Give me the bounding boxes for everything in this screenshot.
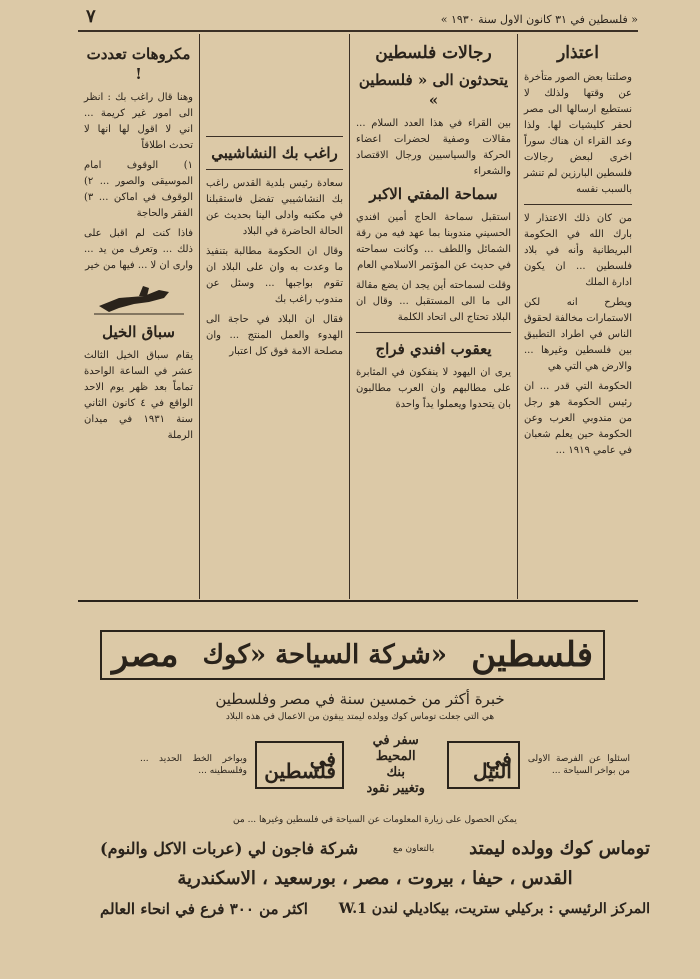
palestine-men-intro: بين القراء في هذا العدد السلام ... مقالات وصفية لحضرات اعضاء الحركة والسياسيين ورجال الاقتصاد والشعراء <box>356 118 511 177</box>
section-divider <box>78 600 638 602</box>
ad-box-nile-label: في النيل <box>473 747 512 783</box>
dislikes-title: مكروهات تعددت ! <box>86 45 191 83</box>
ad-experience-line: خبرة أكثر من خمسين سنة في مصر وفلسطين <box>215 690 505 708</box>
cook-ad-banner <box>100 630 605 680</box>
column-apology <box>518 34 638 599</box>
ad-box-bank: بنك <box>386 765 405 780</box>
ad-services-row <box>140 733 630 796</box>
horse-race-illustration <box>89 278 189 318</box>
dislikes-text-2: ١) الوقوف امام الموسيقى والصور ... ٢) الوقوف في اماكن ... ٣) الفقر والحاجة <box>84 160 193 219</box>
ad-box-nile <box>447 741 519 789</box>
masthead-bar <box>78 8 638 32</box>
horse-race-text: يقام سباق الخيل الثالث عشر في الساعة الواحدة تماماً بعد ظهر يوم الاحد الواقع في ٤ كانون الثاني سنة ١٩٣١ في ميدان الرملة <box>84 350 194 441</box>
ad-agents-row <box>100 838 650 859</box>
masthead-text: « فلسطين في ٣١ كانون الاول سنة ١٩٣٠ » <box>440 12 638 26</box>
ad-box-palestine-label: في فلسطين <box>264 747 336 783</box>
mufti-text-2: وقلت لسماحته أين يجد ان يضع مقالة الى ما الى المستقبل ... وقال ان البلاد تحتاج الى اتحاد الكلمة <box>356 280 511 323</box>
ad-headquarters: المركز الرئيسي : بركيلي ستريت، بيكاديلي لندن W.1 <box>338 901 650 917</box>
column-divider <box>206 169 343 170</box>
ad-agent-with: بالتعاون مع <box>393 843 435 854</box>
ad-box-palestine <box>255 741 344 789</box>
ad-text-left: وبواخر الخط الحديد ... وفلسطينه ... <box>140 754 247 776</box>
ad-word-egypt: مصر <box>112 635 179 675</box>
column-divider <box>356 332 511 333</box>
apology-text-1: وصلتنا بعض الصور متأخرة عن وقتها ولذلك لا نستطيع ارسالها الى مصر لحفر كليشيات لها. ولذا وعد القراء ان هناك سوراً اخرى لبعض رجالات فلسطين البارزين لم تنشر بالسبب نفسه <box>524 72 632 195</box>
article-columns <box>78 34 638 599</box>
ad-box-exchange: وتغيير نقود <box>366 781 425 796</box>
column-dislikes <box>78 34 200 599</box>
column-divider <box>524 204 632 205</box>
ad-agent-cook: توماس كوك وولده ليمتد <box>469 838 650 859</box>
ragheb-text-1: سعادة رئيس بلدية القدس راغب بك النشاشيبي تفضل فاستقبلنا في مكتبه وادلى الينا بحديث عن الحالة الحاضرة في البلاد <box>206 178 343 237</box>
page-number: ٧ <box>86 6 96 27</box>
apology-text-2: من كان ذلك الاعتذار لا بارك الله في الحكومة البريطانية وأنه في بلاد فلسطين ... ان يكون ادارة الملك <box>524 213 632 288</box>
ad-agent-wagons-lits: شركة فاجون لي (عربات الاكل والنوم) <box>100 839 359 858</box>
ragheb-title: راغب بك النشاشيبي <box>211 144 338 162</box>
ragheb-text-3: فقال ان البلاد في حاجة الى الهدوء والعمل المنتج ... وان مصلحة الامة فوق كل اعتبار <box>206 314 343 357</box>
column-palestine-men <box>350 34 518 599</box>
ad-word-palestine: فلسطين <box>471 635 593 675</box>
ragheb-lead-space <box>206 40 343 130</box>
dislikes-text-3: فاذا كنت لم اقبل على ذلك ... وتعرف من يد ... وارى ان لا ... فيها من خير <box>84 228 193 271</box>
ad-desc-line: هي التي جعلت توماس كوك وولده ليمتد يبقون من الاعمال في هذه البلاد <box>225 712 495 722</box>
apology-text-4: الحكومة التي قدر ... ان رئيس الحكومة هو رجل من مندوبي العرب وعن الحكومة حين يعلم شعبان في عامي ١٩١٩ ... <box>524 381 632 456</box>
ad-branches: اكثر من ٣٠٠ فرع في انحاء العالم <box>100 900 308 918</box>
ad-info-line: يمكن الحصول على زيارة المعلومات عن السياحة في فلسطين وغيرها ... من <box>233 815 517 825</box>
ad-company-name: شركة السياحة «كوك» <box>202 640 447 670</box>
mufti-section-title: سماحة المفتي الاكبر <box>369 185 498 203</box>
palestine-men-subtitle: يتحدثون الى « فلسطين » <box>358 71 509 109</box>
ad-footer-row <box>100 900 650 918</box>
yaqub-section-title: يعقوب افندي فراج <box>375 340 492 358</box>
yaqub-text: يرى ان اليهود لا ينفكون في المثابرة على مطالبهم وان العرب مطالبون بان يتحدوا ويعملوا يداً واحدة <box>356 367 511 410</box>
apology-text-3: ويطرح انه لكن الاستمارات مخالفة لحقوق الناس في اطراد التطبيق بين فلسطين وغيرها ... والارض هي التي هي <box>524 297 632 372</box>
ragheb-text-2: وقال ان الحكومة مطالبة بتنفيذ ما وعدت به وان على البلاد ان تقوم بواجبها ... وسئل عن مندوب راغب بك <box>206 246 343 305</box>
column-divider <box>206 136 343 137</box>
horse-race-title: سباق الخيل <box>102 323 175 341</box>
ad-box-ocean: سفر في المحيط <box>372 733 419 764</box>
mufti-text-1: استقبل سماحة الحاج أمين افندي الحسيني مندوبنا بما عهد فيه من رقة الشمائل واللطف ... وكانت سماحته في حديث عن المؤتمر الاسلامي العام <box>356 212 511 271</box>
dislikes-text-1: وهنا قال راغب بك : انظر الى امور غير كريمة ... اني لا اقول لها انها لا تحدث اطلاقاً <box>84 92 193 151</box>
palestine-men-title: رجالات فلسطين <box>375 43 492 63</box>
column-ragheb-bey <box>200 34 350 599</box>
ad-cities: القدس ، حيفا ، بيروت ، مصر ، بورسعيد ، الاسكندرية <box>177 868 573 889</box>
ad-text-right: اسئلوا عن الفرصة الاولى من بواخر السياحة ... <box>527 754 630 776</box>
ad-box-middle <box>352 733 440 797</box>
apology-title: اعتذار <box>557 43 599 63</box>
